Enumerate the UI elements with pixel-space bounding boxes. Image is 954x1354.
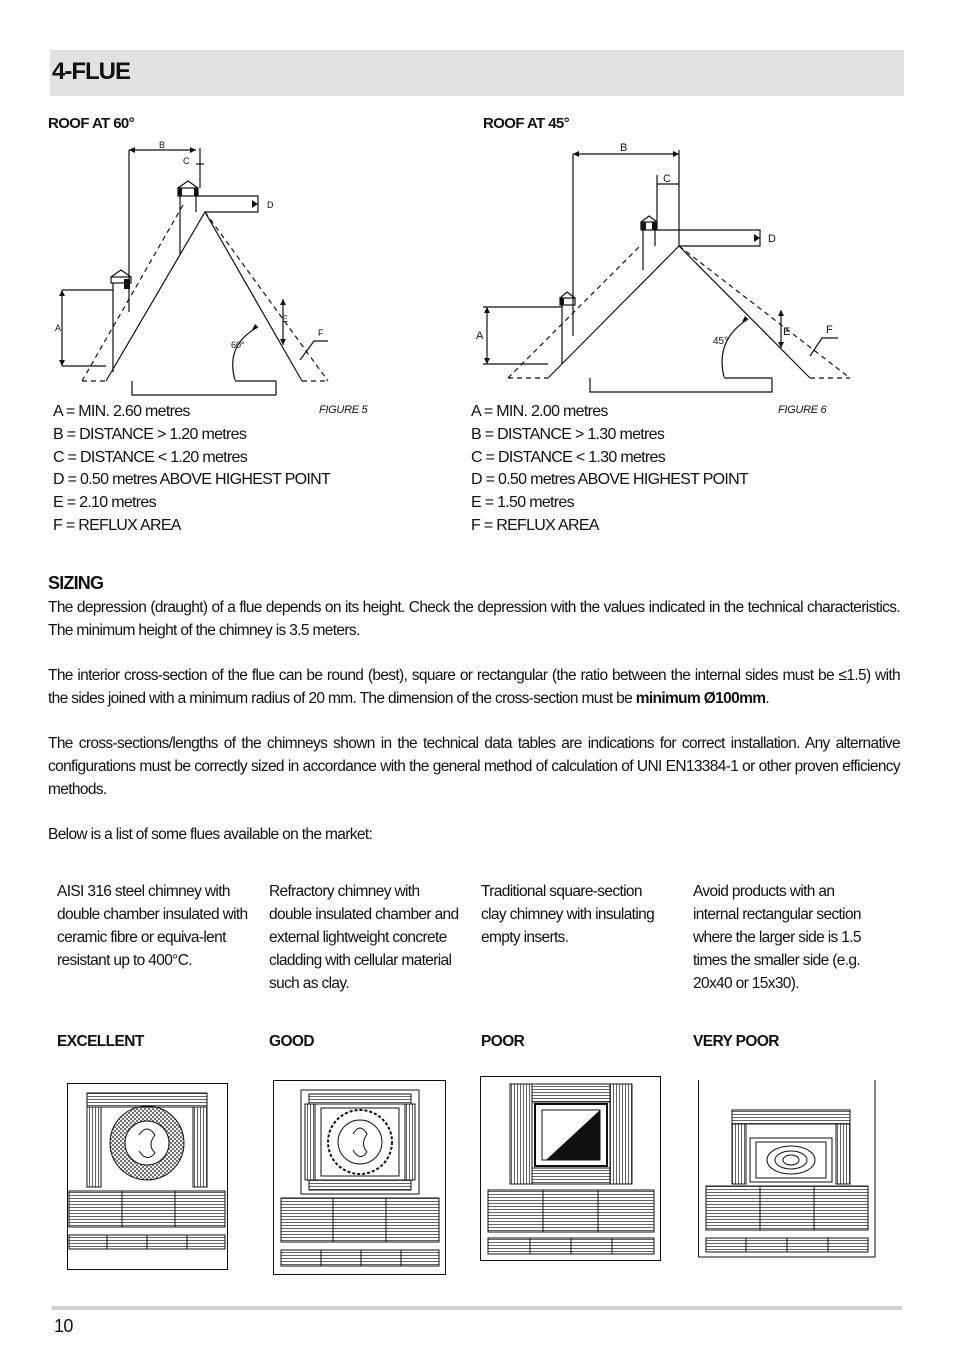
rating-excellent: EXCELLENT bbox=[57, 1033, 144, 1050]
figure6-title: ROOF AT 45° bbox=[483, 115, 570, 132]
sizing-paragraph-4: Below is a list of some flues available on the market: bbox=[48, 826, 373, 843]
figure6-caption: FIGURE 6 bbox=[778, 404, 827, 416]
dim-label-a: A bbox=[476, 330, 484, 342]
min-diameter-text: minimum Ø100mm bbox=[635, 690, 766, 707]
figure5-legend bbox=[53, 401, 330, 538]
dim-label-e: E bbox=[783, 326, 791, 338]
legend-item: E = 1.50 metres bbox=[471, 494, 574, 512]
legend-item: C = DISTANCE < 1.20 metres bbox=[53, 448, 248, 466]
flue-description-1: AISI 316 steel chimney with double chamber insulated with ceramic fibre or equiva-lent resistant up to 400°C. bbox=[57, 883, 248, 969]
legend-item: A = MIN. 2.00 metres bbox=[471, 403, 608, 420]
flue-poor-illustration bbox=[480, 1076, 662, 1262]
dim-label-b: B bbox=[159, 140, 166, 150]
legend-item: D = 0.50 metres ABOVE HIGHEST POINT bbox=[471, 471, 749, 489]
page-number: 10 bbox=[54, 1316, 73, 1336]
angle-label: 45° bbox=[713, 336, 729, 347]
legend-item: F = REFLUX AREA bbox=[471, 516, 599, 534]
section-header-bar bbox=[50, 50, 904, 96]
dim-label-d: D bbox=[768, 233, 776, 245]
legend-item: D = 0.50 metres ABOVE HIGHEST POINT bbox=[53, 471, 331, 489]
legend-item: F = REFLUX AREA bbox=[53, 516, 181, 534]
flue-excellent-illustration bbox=[67, 1083, 229, 1271]
paragraph-end: . bbox=[765, 690, 770, 707]
footer-divider bbox=[52, 1306, 902, 1310]
flue-description-2: Refractory chimney with double insulated chamber and external lightweight concrete cladding with cellular material such as clay. bbox=[269, 883, 459, 992]
dim-label-c: C bbox=[183, 156, 190, 166]
dim-label-c: C bbox=[663, 173, 671, 185]
dim-label-b: B bbox=[620, 142, 628, 154]
rating-poor: POOR bbox=[481, 1033, 525, 1050]
rating-good: GOOD bbox=[269, 1033, 314, 1050]
section-title: 4-FLUE bbox=[52, 58, 130, 85]
dim-label-a: A bbox=[55, 323, 62, 333]
legend-item: E = 2.10 metres bbox=[53, 494, 156, 512]
rating-very-poor: VERY POOR bbox=[693, 1033, 779, 1050]
legend-item: B = DISTANCE > 1.20 metres bbox=[53, 425, 247, 443]
dim-label-f: F bbox=[318, 328, 324, 338]
legend-item: C = DISTANCE < 1.30 metres bbox=[471, 448, 666, 466]
flue-very-poor-illustration bbox=[698, 1080, 876, 1258]
legend-item: A = MIN. 2.60 metres bbox=[53, 403, 190, 420]
paragraph-text: The interior cross-section of the flue can be round (best), square or rectangular (the ratio between the internal sides must be ≤1.5) with the sides joined with a minimum radius of 20 mm. The dimension of the cross-section must be bbox=[48, 667, 900, 707]
sizing-paragraph-1: The depression (draught) of a flue depends on its height. Check the depression with the values indicated in the technical characteristics. The minimum height of the chimney is 3.5 meters. bbox=[48, 599, 900, 639]
sizing-paragraph-3: The cross-sections/lengths of the chimneys shown in the technical data tables are indications for correct installation. Any alternative configurations must be correctly sized in accordance with the general method of calculation of UNI EN13384-1 or other proven efficiency methods. bbox=[48, 735, 900, 798]
flue-good-illustration bbox=[273, 1080, 447, 1276]
legend-item: B = DISTANCE > 1.30 metres bbox=[471, 425, 665, 443]
sizing-paragraph-2 bbox=[48, 664, 900, 710]
figure5-caption: FIGURE 5 bbox=[319, 404, 368, 416]
sizing-heading: SIZING bbox=[48, 573, 104, 593]
dim-label-d: D bbox=[267, 200, 274, 210]
flue-description-4: Avoid products with an internal rectangular section where the larger side is 1.5 times the smaller side (e.g. 20x40 or 15x30). bbox=[693, 883, 861, 992]
dim-label-f: F bbox=[826, 324, 833, 336]
figure5-title: ROOF AT 60° bbox=[48, 115, 135, 132]
angle-label: 60° bbox=[231, 340, 245, 350]
figure6-legend bbox=[471, 401, 748, 538]
dim-label-e: E bbox=[282, 314, 289, 324]
flue-description-3: Traditional square-section clay chimney with insulating empty inserts. bbox=[481, 883, 655, 946]
